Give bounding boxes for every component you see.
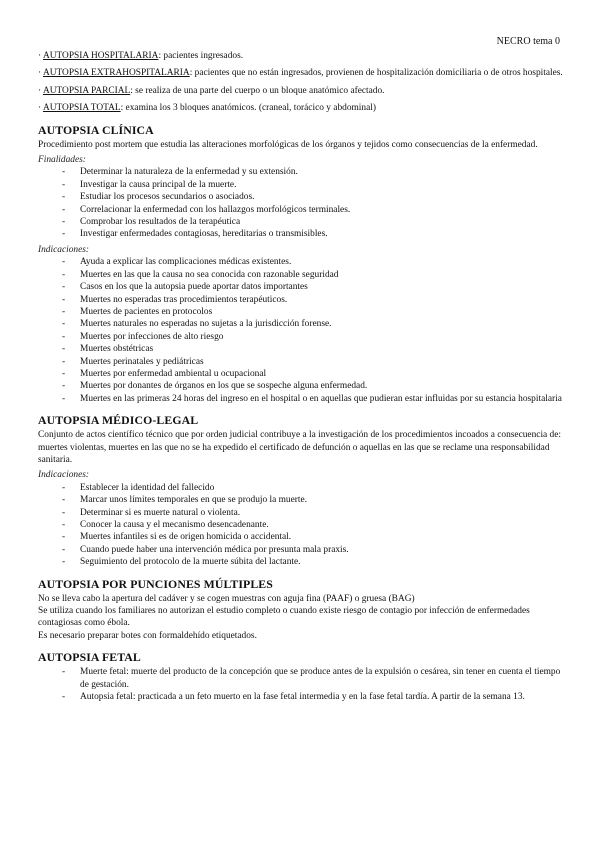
list-item: - Muertes naturales no esperadas no sujetas a la jurisdicción forense. [38,318,564,330]
term-parcial: AUTOPSIA PARCIAL [42,85,131,96]
paragraph: Es necesario preparar botes con formaldehído etiquetados. [38,630,257,641]
term-total: AUTOPSIA TOTAL [42,103,121,114]
section-description: Procedimiento post mortem que estudia las alteraciones morfológicas de los órganos y tejidos como consecuencias de la enfermedad. [38,139,538,150]
section-title-medico-legal: AUTOPSIA MÉDICO-LEGAL [38,413,199,428]
list-item: - Cuando puede haber una intervención médica por presunta mala praxis. [38,544,564,556]
list-item: - Determinar si es muerte natural o violenta. [38,507,564,519]
list-item: - Establecer la identidad del fallecido [38,482,564,494]
fetal-list [38,666,564,703]
section-title-fetal: AUTOPSIA FETAL [38,650,141,665]
indicaciones-label: Indicaciones: [38,470,90,481]
list-item: - Muertes infantiles si es de origen homicida o accidental. [38,531,564,543]
bullet-dot: · [38,68,43,79]
bullet-dot: · [38,103,43,114]
paragraph: No se lleva cabo la apertura del cadáver y se cogen muestras con aguja fina (PAAF) o gruesa (BAG) [38,593,415,604]
list-item: - Muertes de pacientes en protocolos [38,306,564,318]
term-description: : pacientes que no están ingresados, provienen de hospitalización domiciliaria o de otros hospitales. [189,68,563,79]
finalidades-label: Finalidades: [38,155,86,166]
list-item: - Comprobar los resultados de la terapéutica [38,216,564,228]
list-item: - Muertes no esperadas tras procedimientos terapéuticos. [38,294,564,306]
list-item: - Seguimiento del protocolo de la muerte súbita del lactante. [38,556,564,568]
list-item: - Muertes por donantes de órganos en los que se sospeche alguna enfermedad. [38,380,564,392]
section-description: Conjunto de actos científico técnico que por orden judicial contribuye a la investigación de los procedimientos incoados a consecuencia de: muertes violentas, muertes en las que no se ha expedido el certificado de defunción o aquellas en las que se reclame una responsabilidad sanitaria. [38,430,562,465]
intro-line [38,102,564,114]
indicaciones-list [38,482,564,569]
term-hospitalaria: AUTOPSIA HOSPITALARIA [42,51,159,61]
list-item: - Estudiar los procesos secundarios o asociados. [38,191,564,203]
term-description: : examina los 3 bloques anatómicos. (craneal, torácico y abdominal) [120,103,376,114]
page-header-tag: NECRO tema 0 [496,36,560,47]
indicaciones-label: Indicaciones: [38,244,90,255]
list-item: - Correlacionar la enfermedad con los hallazgos morfológicos terminales. [38,204,564,216]
list-item: - Muerte fetal: muerte del producto de la concepción que se produce antes de la expulsión o cesárea, sin tener en cuenta el tiempo de gestación. [38,666,564,691]
list-item: - Ayuda a explicar las complicaciones médicas existentes. [38,256,564,268]
indicaciones-list [38,256,564,405]
list-item: - Muertes por infecciones de alto riesgo [38,331,564,343]
list-item: - Muertes obstétricas [38,343,564,355]
bullet-dot: · [38,85,43,96]
list-item: - Determinar la naturaleza de la enfermedad y su extensión. [38,166,564,178]
list-item: - Investigar enfermedades contagiosas, hereditarias o transmisibles. [38,228,564,240]
intro-line [38,85,564,97]
section-title-punciones: AUTOPSIA POR PUNCIONES MÚLTIPLES [38,576,273,591]
bullet-dot: · [38,51,43,61]
section-title-clinica: AUTOPSIA CLÍNICA [38,122,154,137]
finalidades-list [38,166,564,240]
document-content [38,50,564,703]
list-item: - Investigar la causa principal de la muerte. [38,179,564,191]
list-item: - Muertes en las primeras 24 horas del ingreso en el hospital o en aquellas que pudieran estar influidas por su estancia hospitalaria [38,393,564,405]
paragraph: Se utiliza cuando los familiares no autorizan el estudio completo o cuando existe riesgo de contagio por infección de enfermedades contagiosas como ébola. [38,606,530,629]
list-item: - Muertes perinatales y pediátricas [38,356,564,368]
list-item: - Conocer la causa y el mecanismo desencadenante. [38,519,564,531]
intro-line [38,50,564,62]
list-item: - Muertes en las que la causa no sea conocida con razonable seguridad [38,269,564,281]
term-extrahospitalaria: AUTOPSIA EXTRAHOSPITALARIA [42,68,190,79]
list-item: - Autopsia fetal: practicada a un feto muerto en la fase fetal intermedia y en la fase fetal tardía. A partir de la semana 13. [38,691,564,703]
intro-definitions [38,50,564,115]
term-description: : se realiza de una parte del cuerpo o un bloque anatómico afectado. [130,85,385,96]
term-description: : pacientes ingresados. [158,51,244,61]
intro-line [38,67,564,79]
list-item: - Marcar unos límites temporales en que se produjo la muerte. [38,494,564,506]
list-item: - Casos en los que la autopsia puede aportar datos importantes [38,281,564,293]
list-item: - Muertes por enfermedad ambiental u ocupacional [38,368,564,380]
